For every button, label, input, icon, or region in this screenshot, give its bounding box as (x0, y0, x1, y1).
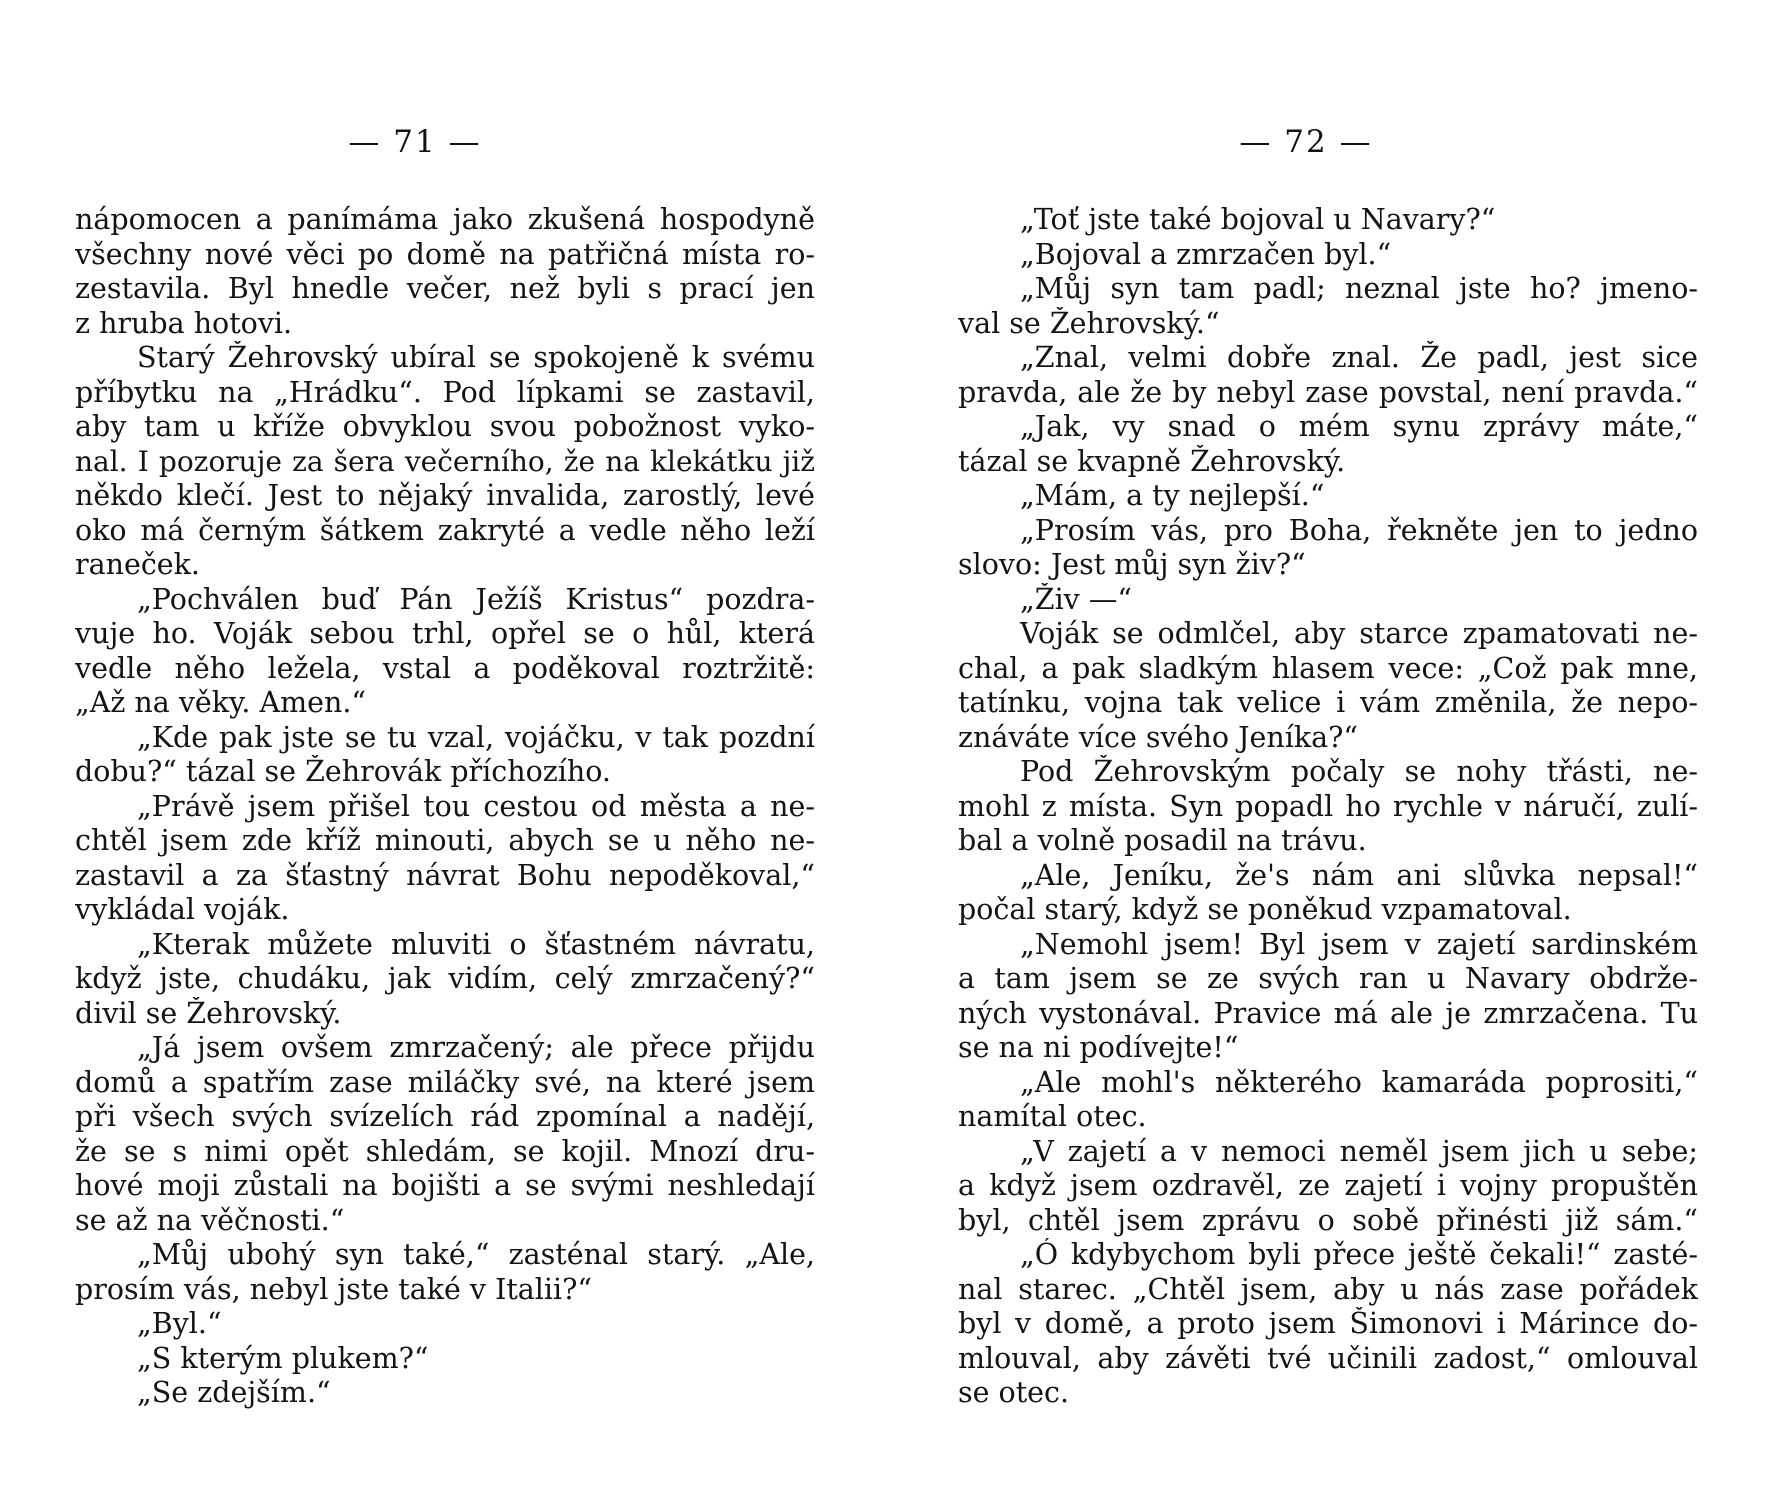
text-line: všechny nové věci po domě na patřičná místa ro- (75, 237, 815, 271)
text-line: hové moji zůstali na bojišti a se svými neshledají (75, 1169, 815, 1202)
text-line: se otec. (958, 1376, 1070, 1409)
text-line: někdo klečí. Jest to nějaký invalida, zarostlý, levé (75, 479, 815, 512)
text-line: „Můj syn tam padl; neznal jste ho? jmeno- (1020, 272, 1698, 305)
text-line: „Mám, a ty nejlepší.“ (1020, 479, 1325, 512)
text-line: tázal se kvapně Žehrovský. (958, 444, 1346, 478)
text-line: byl v domě, a proto jsem Šimonovi i Márince do- (958, 1307, 1698, 1340)
text-line: mlouval, aby závěti tvé učinili zadost,“ omlouval (958, 1341, 1698, 1375)
page-text (958, 203, 1698, 1411)
text-line: „Byl.“ (137, 1307, 222, 1340)
left-page (75, 0, 815, 1500)
text-line: „Právě jsem přišel tou cestou od města a ne- (137, 789, 815, 823)
text-line: příbytku na „Hrádku“. Pod lípkami se zastavil, (75, 375, 815, 409)
text-line: vuje ho. Voják sebou trhl, opřel se o hůl, která (75, 617, 815, 650)
text-line: že se s nimi opět shledám, se kojil. Mnozí dru- (75, 1134, 815, 1168)
text-line: „Znal, velmi dobře znal. Že padl, jest sice (1020, 341, 1698, 374)
text-line: „Se zdejším.“ (137, 1376, 331, 1409)
text-line: „Nemohl jsem! Byl jsem v zajetí sardinském (1020, 927, 1698, 961)
text-line: „Já jsem ovšem zmrzačený; ale přece přijdu (137, 1031, 815, 1064)
text-line: nal. I pozoruje za šera večerního, že na klekátku již (75, 444, 815, 478)
text-line: „Jak, vy snad o mém synu zprávy máte,“ (1020, 410, 1698, 443)
text-line: „Až na věky. Amen.“ (75, 686, 366, 719)
text-line: zastavil a za šťastný návrat Bohu nepoděkoval,“ (75, 858, 815, 892)
text-line: raneček. (75, 548, 200, 581)
text-line: z hruba hotovi. (75, 306, 293, 340)
text-line: a tam jsem se ze svých ran u Navary obdrže- (958, 962, 1698, 995)
text-line: „Můj ubohý syn také,“ zasténal starý. „Ale, (137, 1238, 815, 1271)
text-line: slovo: Jest můj syn živ?“ (958, 548, 1306, 581)
page-text (75, 203, 815, 1411)
text-line: pravda, ale že by nebyl zase povstal, není pravda.“ (958, 375, 1698, 409)
text-line: vykládal voják. (75, 893, 290, 926)
text-line: „V zajetí a v nemoci neměl jsem jich u sebe; (1020, 1134, 1698, 1168)
text-line: ných vystonával. Pravice má ale je zmrzačena. Tu (958, 996, 1698, 1030)
text-line: divil se Žehrovský. (75, 996, 342, 1030)
text-line: chal, a pak sladkým hlasem vece: „Což pak mne, (958, 651, 1698, 685)
text-line: „Ale mohl's některého kamaráda poprositi,“ (1020, 1065, 1698, 1099)
text-line: „Pochválen buď Pán Ježíš Kristus“ pozdra- (137, 582, 815, 616)
text-line: oko má černým šátkem zakryté a vedle něho leží (75, 513, 815, 547)
text-line: „Ó kdybychom byli přece ještě čekali!“ zasté- (1020, 1238, 1698, 1271)
text-line: nápomocen a panímáma jako zkušená hospodyně (75, 203, 815, 236)
text-line: Starý Žehrovský ubíral se spokojeně k svému (137, 341, 815, 374)
text-line: „Kde pak jste se tu vzal, vojáčku, v tak pozdní (137, 720, 815, 754)
text-line: mohl z místa. Syn popadl ho rychle v náručí, zulí- (958, 789, 1698, 823)
text-line: dobu?“ tázal se Žehrovák příchozího. (75, 755, 611, 788)
text-line: počal starý, když se poněkud vzpamatoval. (958, 893, 1572, 926)
right-page (958, 0, 1698, 1500)
page-number: — 71 — (348, 124, 482, 160)
text-line: když jste, chudáku, jak vidím, celý zmrzačený?“ (75, 962, 815, 995)
text-line: se až na věčnosti.“ (75, 1203, 345, 1237)
text-line: „Prosím vás, pro Boha, řekněte jen to jedno (1020, 513, 1698, 547)
text-line: při všech svých svízelích rád zpomínal a nadějí, (75, 1100, 815, 1133)
text-line: „Kterak můžete mluviti o šťastném návratu, (137, 927, 815, 961)
text-line: namítal otec. (958, 1100, 1147, 1133)
text-line: znáváte více svého Jeníka?“ (958, 720, 1358, 754)
text-line: val se Žehrovský.“ (958, 306, 1220, 340)
text-line: chtěl jsem zde kříž minouti, abych se u něho ne- (75, 824, 815, 857)
text-line: a když jsem ozdravěl, ze zajetí i vojny propuštěn (958, 1169, 1698, 1202)
text-line: prosím vás, nebyl jste také v Italii?“ (75, 1272, 592, 1306)
text-line: vedle něho ležela, vstal a poděkoval roztržitě: (75, 651, 815, 685)
text-line: aby tam u kříže obvyklou svou pobožnost vyko- (75, 410, 815, 443)
text-line: byl, chtěl jsem zprávu o sobě přinésti již sám.“ (958, 1203, 1698, 1237)
page-number: — 72 — (1239, 124, 1373, 160)
text-line: „S kterým plukem?“ (137, 1341, 429, 1375)
text-line: domů a spatřím zase miláčky své, na které jsem (75, 1065, 815, 1099)
text-line: tatínku, vojna tak velice i vám změnila, že nepo- (958, 686, 1698, 719)
text-line: „Toť jste také bojoval u Navary?“ (1020, 203, 1496, 236)
text-line: „Ale, Jeníku, že's nám ani slůvka nepsal!“ (1020, 858, 1698, 892)
text-line: Pod Žehrovským počaly se nohy třásti, ne- (1020, 755, 1698, 788)
text-line: Voják se odmlčel, aby starce zpamatovati ne- (1020, 617, 1698, 650)
text-line: „Živ —“ (1020, 582, 1132, 616)
text-line: bal a volně posadil na trávu. (958, 824, 1367, 857)
text-line: nal starec. „Chtěl jsem, aby u nás zase pořádek (958, 1272, 1698, 1306)
text-line: zestavila. Byl hnedle večer, než byli s prací jen (75, 272, 815, 305)
text-line: „Bojoval a zmrzačen byl.“ (1020, 237, 1392, 271)
text-line: se na ni podívejte!“ (958, 1031, 1239, 1064)
